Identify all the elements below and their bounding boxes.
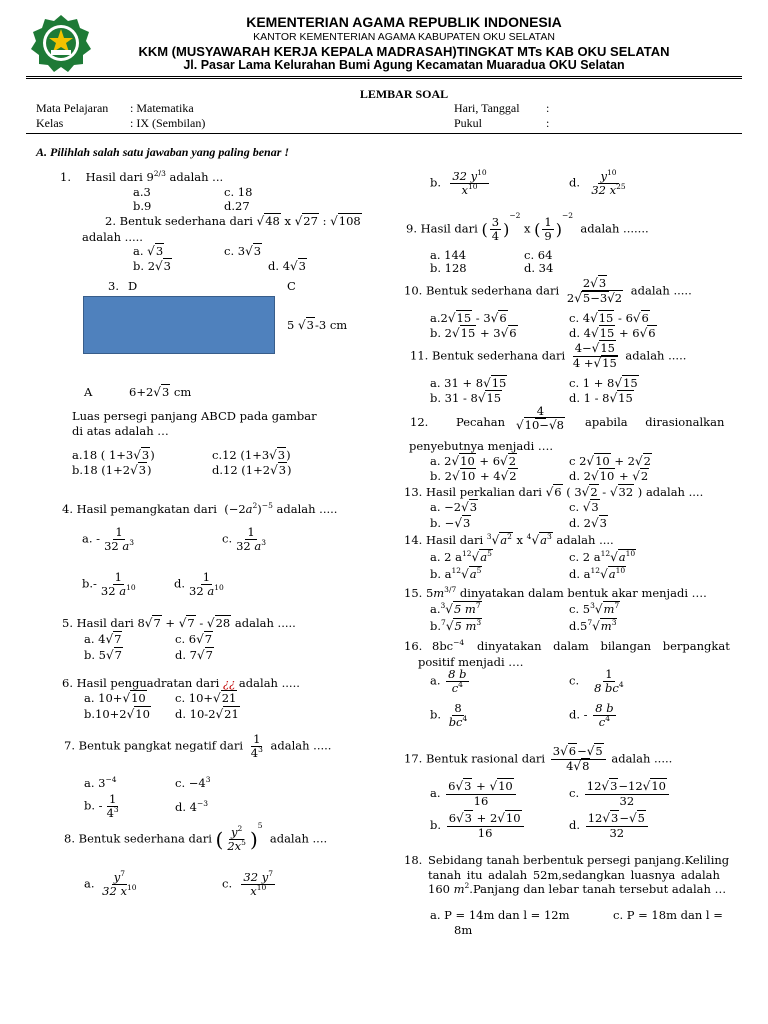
question-3-text-2: di atas adalah … (72, 424, 169, 438)
question-16-expr: $8bc^{-4}$ (432, 638, 465, 653)
question-1: 1. Hasil dari $9^{2/3}$ adalah ... (60, 169, 224, 184)
q15-option-a[interactable]: a.$^3$√5 $m^7$ (430, 601, 481, 616)
q9-option-b[interactable]: b. 128 (430, 261, 467, 275)
q6-option-b[interactable]: b.10+2√10 (84, 707, 150, 721)
question-18-line-1: Sebidang tanah berbentuk persegi panjang.Keliling (428, 853, 730, 867)
rect-side-bottom-label: 6+2√3 cm (129, 385, 192, 399)
q6-option-c[interactable]: c. 10+√21 (175, 691, 237, 705)
info-hari-value: : (546, 101, 550, 115)
q2-option-a[interactable]: a. √3 (133, 244, 164, 258)
question-18-line-3: 160 $m^2.Panjang$ dan lebar tanah tersebut adalah … (428, 881, 727, 896)
q11-option-d[interactable]: d. 1 - 8√15 (569, 391, 633, 405)
header-ministry: KEMENTERIAN AGAMA REPUBLIK INDONESIA (246, 14, 562, 30)
q13-option-b[interactable]: b. −√3 (430, 516, 471, 530)
q2-option-d[interactable]: d. 4√3 (268, 259, 306, 273)
sheet-title: LEMBAR SOAL (359, 87, 449, 101)
q12-option-c[interactable]: c 2√10 + 2√2 (569, 454, 651, 468)
q13-option-a[interactable]: a. −2√3 (430, 500, 478, 514)
q16-option-d[interactable]: d. - $\frac{8 b}{c^4}$ (569, 701, 614, 730)
info-pukul-label: Pukul (454, 116, 483, 130)
section-a-instruction: A. Pilihlah salah satu jawaban yang paling benar ! (36, 145, 290, 159)
q13-option-c[interactable]: c. √3 (569, 500, 599, 514)
question-12-tail: apabila dirasionalkan (585, 415, 725, 429)
info-hari-label: Hari, Tanggal (454, 101, 520, 115)
q4-option-c[interactable]: c. $\frac{1}{32 a^3}$ (222, 525, 267, 554)
q5-option-b[interactable]: b. 5√7 (84, 648, 122, 662)
rect-side-right-label: 5 √3-3 cm (287, 318, 348, 332)
q18-option-a-cont: 8m (454, 923, 473, 937)
q12-option-a[interactable]: a. 2√10 + 6√2 (430, 454, 517, 468)
question-9: 9. Hasil dari ( $\frac{3}{4}$ )$^{-2}$ x ( $\frac{1}{9}$ )$^{-2}$ adalah ....... (406, 211, 649, 244)
rectangle-abcd (83, 296, 275, 354)
q7-option-b[interactable]: b. - $\frac{1}{4^3}$ (84, 792, 119, 821)
q7-option-c[interactable]: c. $-4^3$ (175, 775, 211, 790)
question-18-num: 18. (404, 853, 423, 867)
q10-option-d[interactable]: d. 4√15 + 6√6 (569, 326, 656, 340)
q16-option-a[interactable]: a. $\frac{8 b}{c^4}$ (430, 667, 467, 696)
q2-option-b[interactable]: b. 2√3 (133, 259, 171, 273)
q10-option-a[interactable]: a.2√15 - 3√6 (430, 311, 507, 325)
question-14: 14. Hasil dari $^3√a^2$ x $^4√a^3$ adalah .... (404, 532, 614, 547)
q6-option-d[interactable]: d. 10-2√21 (175, 707, 239, 721)
q15-option-c[interactable]: c. $5^3√m^7$ (569, 601, 620, 616)
q17-option-b[interactable]: b. $\frac{6√3 + 2√10}{16}$ (430, 812, 526, 840)
q11-option-b[interactable]: b. 31 - 8√15 (430, 391, 502, 405)
question-15: 15. $5m^{3/7}$ dinyatakan dalam bentuk akar menjadi …. (404, 585, 707, 600)
header-office: KANTOR KEMENTERIAN AGAMA KABUPATEN OKU SELATAN (253, 31, 555, 43)
question-16-text-2: positif menjadi …. (418, 655, 524, 669)
question-7: 7. Bentuk pangkat negatif dari $\frac{1}{4^3}$ adalah ..... (64, 732, 332, 761)
question-4: 4. Hasil pemangkatan dari $(-2a^2)^{-5}$ adalah ..... (62, 501, 338, 516)
q5-option-d[interactable]: d. 7√7 (175, 648, 213, 662)
q1-option-c[interactable]: c. 18 (224, 185, 253, 199)
question-12-fraction: $\frac{4}{√10-√8}$ (516, 404, 564, 433)
q18-option-a[interactable]: a. P = 14m dan l = 12m (430, 908, 570, 922)
q3-option-a[interactable]: a.18 ( 1+3√3) (72, 448, 155, 462)
question-16-num: 16. (404, 639, 423, 653)
q9-option-c[interactable]: c. 64 (524, 248, 553, 262)
question-11: 11. Bentuk sederhana dari $\frac{4-√15}{4 +√15}$ adalah ..... (410, 341, 687, 370)
header-rule (26, 76, 742, 79)
q17-option-c[interactable]: c. $\frac{12√3-12√10}{32}$ (569, 780, 671, 808)
q15-option-b[interactable]: b.$^7$√5 $m^3$ (430, 618, 482, 633)
q6-option-a[interactable]: a. 10+√10 (84, 691, 146, 705)
q8-option-a[interactable]: a. $\frac{y^7}{32 x^{10}}$ (84, 869, 137, 899)
q14-option-b[interactable]: b. $a^{12}√a^5$ (430, 566, 482, 581)
q8-option-d[interactable]: d. $\frac{y^{10}}{32 x^{25}}$ (569, 168, 626, 198)
info-mapel-label: Mata Pelajaran (36, 101, 109, 115)
q14-option-d[interactable]: d. $a^{12}√a^{10}$ (569, 566, 626, 581)
q11-option-c[interactable]: c. 1 + 8√15 (569, 376, 638, 390)
q3-option-b[interactable]: b.18 (1+2√3) (72, 463, 152, 477)
question-16-tail: dinyatakan dalam bilangan berpangkat (477, 639, 730, 653)
question-10: 10. Bentuk sederhana dari $\frac{2√3}{2√5-3√2}$ adalah ..... (404, 276, 692, 305)
q4-option-d[interactable]: d. $\frac{1}{32 a^{10}}$ (174, 570, 224, 599)
question-8: 8. Bentuk sederhana dari ( $\frac{y^2}{2x^5}$ )$^5$ adalah .... (64, 821, 328, 854)
q4-option-b[interactable]: b.- $\frac{1}{32 a^{10}}$ (82, 570, 136, 599)
q11-option-a[interactable]: a. 31 + 8√15 (430, 376, 507, 390)
q10-option-b[interactable]: b. 2√15 + 3√6 (430, 326, 517, 340)
info-kelas-value: : IX (Sembilan) (130, 116, 206, 130)
rect-corner-c: C (287, 279, 296, 293)
q13-option-d[interactable]: d. 2√3 (569, 516, 607, 530)
header-address: Jl. Pasar Lama Kelurahan Bumi Agung Kecamatan Muaradua OKU Selatan (183, 58, 625, 72)
q7-option-d[interactable]: d. $4^{-3}$ (175, 799, 209, 814)
q3-option-d[interactable]: d.12 (1+2√3) (212, 463, 292, 477)
question-12-text-2: penyebutnya menjadi …. (409, 439, 554, 453)
question-2-tail: adalah ..... (82, 230, 143, 244)
q16-option-c[interactable]: c. $\frac{1}{8 bc^4}$ (569, 667, 624, 696)
q7-option-a[interactable]: a. $3^{-4}$ (84, 775, 117, 790)
question-13: 13. Hasil perkalian dari √6 ( 3√2 - √32 ) adalah .... (404, 485, 704, 499)
question-12-num: 12. (410, 415, 429, 429)
q1-option-a[interactable]: a.3 (133, 185, 151, 199)
question-12-word: Pecahan (456, 415, 505, 429)
question-3-text-1: Luas persegi panjang ABCD pada gambar (72, 409, 317, 423)
question-18-line-2: tanah itu adalah 52m,sedangkan luasnya adalah (428, 868, 720, 882)
q18-option-c[interactable]: c. P = 18m dan l = (613, 908, 723, 922)
q12-option-b[interactable]: b. 2√10 + 4√2 (430, 469, 517, 483)
q8-option-c[interactable]: c. $\frac{32 y^7}{x^{10}}$ (222, 869, 273, 899)
q12-option-d[interactable]: d. 2√10 + √2 (569, 469, 649, 483)
question-6: 6. Hasil penguadratan dari ¿¿ adalah ..... (62, 676, 300, 690)
q17-option-a[interactable]: a. $\frac{6√3 + √10}{16}$ (430, 780, 518, 808)
q9-option-d[interactable]: d. 34 (524, 261, 554, 275)
q1-option-d[interactable]: d.27 (224, 199, 250, 213)
header-kkm: KKM (MUSYAWARAH KERJA KEPALA MADRASAH)TINGKAT MTs KAB OKU SELATAN (138, 44, 670, 59)
rect-corner-d: D (128, 279, 138, 293)
q5-option-a[interactable]: a. 4√7 (84, 632, 122, 646)
q5-option-c[interactable]: c. 6√7 (175, 632, 213, 646)
q8-option-b[interactable]: b. $\frac{32 y^{10}}{x^{10}}$ (430, 168, 487, 198)
question-17: 17. Bentuk rasional dari $\frac{3√6-√5}{4√8}$ adalah ..... (404, 744, 673, 773)
q3-option-c[interactable]: c.12 (1+3√3) (212, 448, 291, 462)
q16-option-b[interactable]: b. $\frac{8}{bc^4}$ (430, 701, 468, 730)
info-mapel-value: : Matematika (130, 101, 194, 115)
info-rule (26, 133, 742, 134)
q9-option-a[interactable]: a. 144 (430, 248, 467, 262)
question-3-num: 3. (108, 279, 119, 293)
q4-option-a[interactable]: a. - $\frac{1}{32 a^3}$ (82, 525, 134, 554)
q14-option-a[interactable]: a. 2 $a^{12}√a^5$ (430, 549, 492, 564)
q2-option-c[interactable]: c. 3√3 (224, 244, 262, 258)
q14-option-c[interactable]: c. 2 $a^{12}√a^{10}$ (569, 549, 636, 564)
info-pukul-value: : (546, 116, 550, 130)
q17-option-d[interactable]: d. $\frac{12√3-√5}{32}$ (569, 812, 650, 840)
question-5: 5. Hasil dari 8√7 + √7 - √28 adalah ..... (62, 616, 296, 630)
q10-option-c[interactable]: c. 4√15 - 6√6 (569, 311, 649, 325)
info-kelas-label: Kelas (36, 116, 64, 130)
question-2: 2. Bentuk sederhana dari √48 x √27 : √108 (105, 214, 361, 228)
q1-option-b[interactable]: b.9 (133, 199, 152, 213)
rect-corner-a: A (84, 385, 93, 399)
q15-option-d[interactable]: $d.5^7√m^3$ (569, 618, 617, 633)
